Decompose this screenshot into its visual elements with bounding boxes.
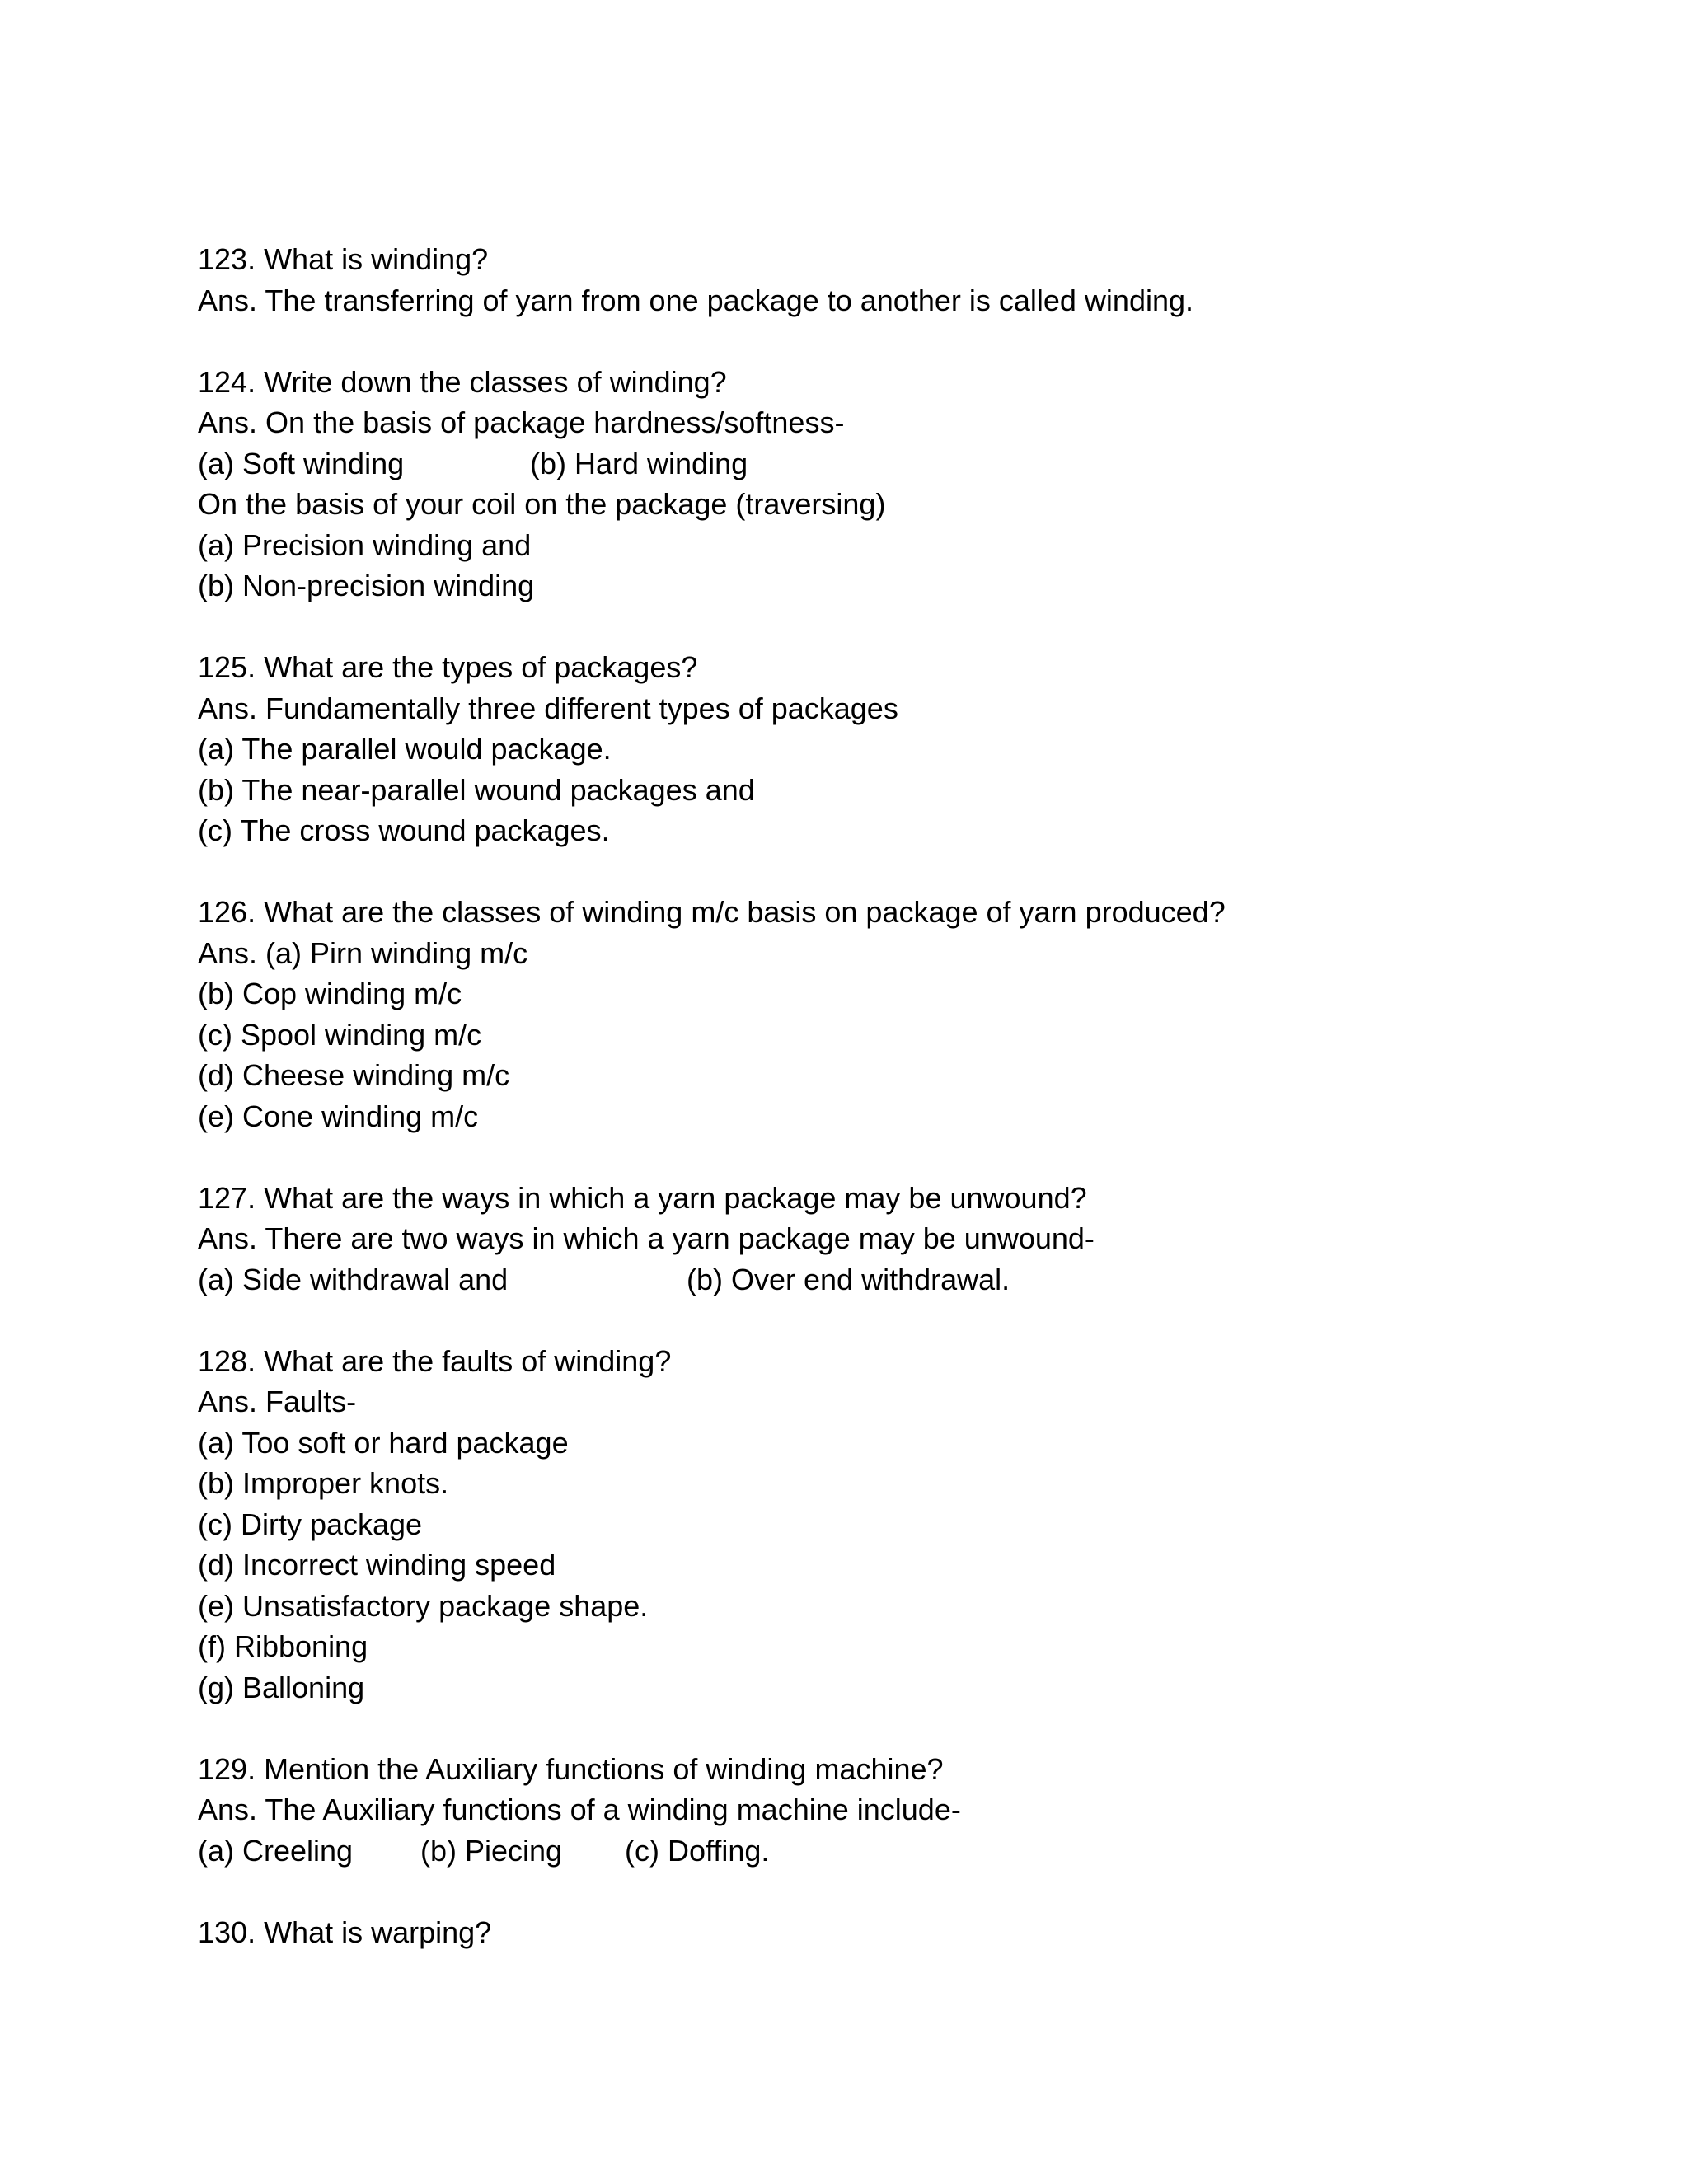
answer-126-item: (e) Cone winding m/c [198,1099,479,1133]
question-125: 125. What are the types of packages? [198,650,698,684]
answer-128-item: (c) Dirty package [198,1507,423,1541]
answer-124-subheading: On the basis of your coil on the package (traversing) [198,487,886,521]
answer-129-option-a: (a) Creeling [198,1833,354,1868]
answer-128-item: (f) Ribboning [198,1629,368,1663]
answer-126-item: (d) Cheese winding m/c [198,1058,510,1092]
answer-123: Ans. The transferring of yarn from one package to another is called winding. [198,283,1194,317]
question-130: 130. What is warping? [198,1915,492,1949]
answer-124: Ans. On the basis of package hardness/softness- [198,405,845,439]
answer-128: Ans. Faults- [198,1385,357,1418]
spacer [198,607,1517,648]
qa-block-128 [198,1341,1517,1708]
document-page [198,239,1517,1952]
answer-124-option-a: (a) Soft winding [198,446,405,480]
qa-block-125 [198,647,1517,851]
question-124: 124. Write down the classes of winding? [198,364,727,399]
answer-129-option-b: (b) Piecing [420,1833,563,1868]
qa-block-123 [198,239,1517,321]
answer-128-item: (b) Improper knots. [198,1466,449,1500]
answer-127-option-a: (a) Side withdrawal and [198,1262,509,1296]
spacer [198,851,1517,893]
spacer [198,1137,1517,1178]
answer-126: Ans. (a) Pirn winding m/c [198,935,528,970]
question-123: 123. What is winding? [198,242,489,276]
question-127: 127. What are the ways in which a yarn package may be unwound? [198,1180,1087,1215]
spacer [198,1708,1517,1749]
answer-125-item: (c) The cross wound packages. [198,813,610,847]
question-126: 126. What are the classes of winding m/c basis on package of yarn produced? [198,895,1226,929]
answer-129-row [198,1830,1517,1872]
question-129: 129. Mention the Auxiliary functions of winding machine? [198,1751,944,1786]
answer-124-item: (b) Non-precision winding [198,569,535,602]
answer-127-option-b: (b) Over end withdrawal. [687,1262,1010,1296]
answer-125-item: (b) The near-parallel wound packages and [198,772,755,807]
answer-124-row [198,443,1517,485]
answer-128-item: (e) Unsatisfactory package shape. [198,1588,649,1623]
question-128: 128. What are the faults of winding? [198,1343,672,1378]
answer-125: Ans. Fundamentally three different types of packages [198,691,898,725]
answer-126-item: (c) Spool winding m/c [198,1017,482,1052]
answer-127-row [198,1259,1517,1301]
answer-128-item: (g) Balloning [198,1670,365,1704]
answer-125-item: (a) The parallel would package. [198,732,612,766]
qa-block-124 [198,362,1517,607]
spacer [198,1300,1517,1341]
answer-124-item: (a) Precision winding and [198,527,532,562]
spacer [198,321,1517,362]
answer-129: Ans. The Auxiliary functions of a winding machine include- [198,1793,961,1826]
qa-block-127 [198,1178,1517,1301]
spacer [198,1871,1517,1912]
answer-128-item: (a) Too soft or hard package [198,1425,569,1460]
qa-block-129 [198,1749,1517,1872]
answer-128-item: (d) Incorrect winding speed [198,1548,556,1582]
qa-block-126 [198,892,1517,1137]
qa-block-130 [198,1912,1517,1953]
answer-124-option-b: (b) Hard winding [530,446,748,480]
answer-127: Ans. There are two ways in which a yarn package may be unwound- [198,1221,1095,1255]
answer-126-item: (b) Cop winding m/c [198,977,462,1010]
answer-129-option-c: (c) Doffing. [625,1833,770,1868]
